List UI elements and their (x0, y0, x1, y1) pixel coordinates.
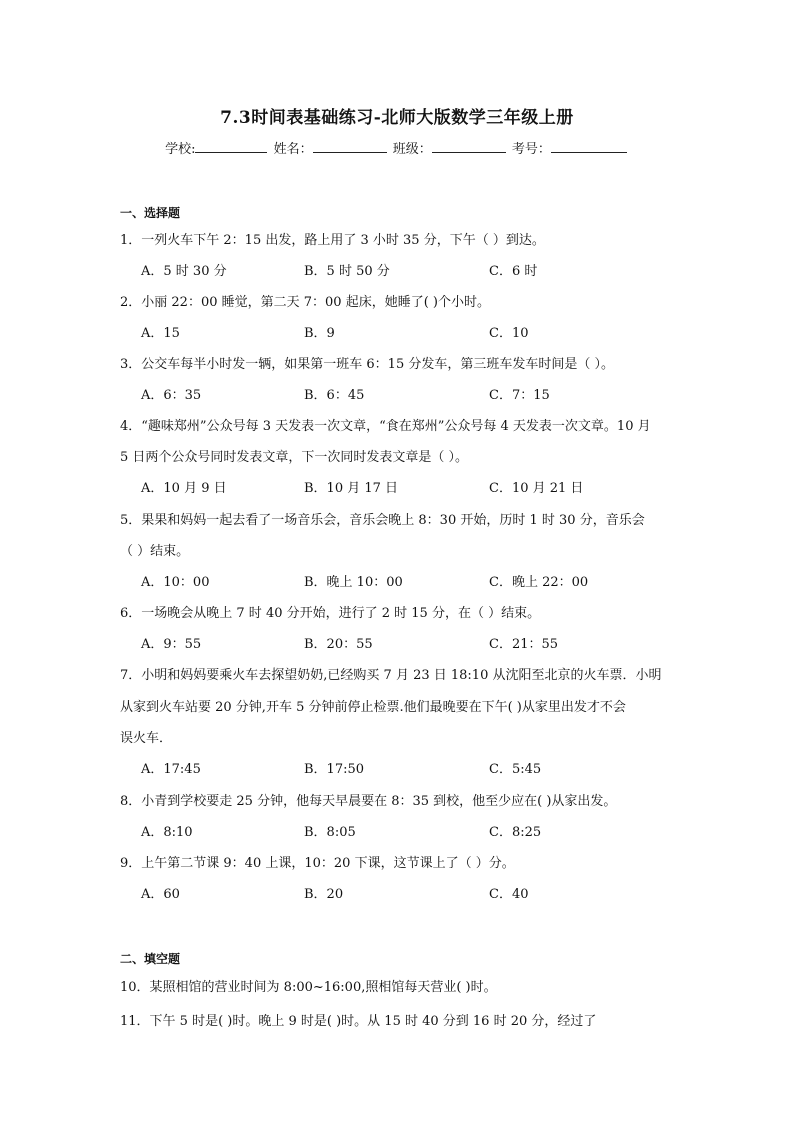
question-5-text-line-2: （ ）结束。 (120, 544, 190, 559)
question-6-text: 6．一场晚会从晚上 7 时 40 分开始，进行了 2 时 15 分，在（ ）结束。 (120, 606, 541, 621)
question-6-option-a: A．9：55 (141, 637, 202, 652)
question-5-option-c: C．晚上 22：00 (489, 575, 589, 590)
question-3-text: 3．公交车每半小时发一辆，如果第一班车 6：15 分发车，第三班车发车时间是（ ）。 (120, 357, 614, 372)
question-8-option-a: A．8:10 (141, 825, 193, 840)
section-heading-fill-blank: 二、填空题 (120, 952, 181, 966)
school-label: 学校: (165, 142, 196, 157)
question-1-option-a: A．5 时 30 分 (141, 264, 227, 279)
question-4-option-c: C．10 月 21 日 (489, 481, 584, 496)
question-11-text: 11．下午 5 时是( )时。晚上 9 时是( )时。从 15 时 40 分到 16 时 20 分，经过了 (120, 1014, 597, 1029)
question-4-option-b: B．10 月 17 日 (304, 481, 399, 496)
question-5-text-line-1: 5．果果和妈妈一起去看了一场音乐会，音乐会晚上 8：30 开始，历时 1 时 30 分，音乐会 (120, 513, 645, 528)
question-2-option-a: A．15 (141, 326, 180, 341)
question-10-text: 10．某照相馆的营业时间为 8:00~16:00,照相馆每天营业( )时。 (120, 980, 497, 995)
name-label: 姓名： (273, 142, 313, 157)
school-blank[interactable] (195, 139, 267, 153)
number-label: 考号： (511, 142, 551, 157)
question-7-option-c: C．5:45 (489, 762, 542, 777)
question-4-text-line-1: 4．“趣味郑州”公众号每 3 天发表一次文章，“食在郑州”公众号每 4 天发表一次文章。10 月 (120, 419, 651, 434)
question-8-option-c: C．8:25 (489, 825, 542, 840)
section-heading-choice: 一、选择题 (120, 206, 181, 220)
student-info-row (0, 138, 794, 157)
question-6-option-b: B．20：55 (304, 637, 373, 652)
question-3-option-a: A．6：35 (141, 388, 202, 403)
question-3-option-b: B．6：45 (304, 388, 365, 403)
question-8-text: 8．小青到学校要走 25 分钟，他每天早晨要在 8：35 到校，他至少应在( )从家出发。 (120, 794, 617, 809)
question-9-option-a: A．60 (141, 887, 180, 902)
question-4-option-a: A．10 月 9 日 (141, 481, 227, 496)
question-1-text: 1．一列火车下午 2：15 出发，路上用了 3 小时 35 分，下午（ ）到达。 (120, 233, 545, 248)
number-blank[interactable] (551, 139, 627, 153)
class-blank[interactable] (432, 139, 506, 153)
question-2-option-b: B．9 (304, 326, 335, 341)
question-9-text: 9．上午第二节课 9：40 上课，10：20 下课，这节课上了（ ）分。 (120, 856, 515, 871)
question-9-option-c: C．40 (489, 887, 529, 902)
question-5-option-a: A．10：00 (141, 575, 210, 590)
question-5-option-b: B．晚上 10：00 (304, 575, 403, 590)
class-label: 班级： (392, 142, 432, 157)
question-6-option-c: C．21：55 (489, 637, 559, 652)
question-1-option-b: B．5 时 50 分 (304, 264, 390, 279)
question-7-option-a: A．17:45 (141, 762, 201, 777)
question-7-text-line-1: 7．小明和妈妈要乘火车去探望奶奶,已经购买 7 月 23 日 18:10 从沈阳至北京的火车票．小明 (120, 668, 662, 683)
question-7-text-line-3: 误火车． (120, 731, 173, 746)
question-7-option-b: B．17:50 (304, 762, 365, 777)
question-4-text-line-2: 5 日两个公众号同时发表文章，下一次同时发表文章是（ ）。 (120, 450, 469, 465)
question-3-option-c: C．7：15 (489, 388, 550, 403)
question-2-option-c: C．10 (489, 326, 529, 341)
question-1-option-c: C．6 时 (489, 264, 538, 279)
question-2-text: 2．小丽 22：00 睡觉，第二天 7：00 起床，她睡了( )个小时。 (120, 295, 490, 310)
question-7-text-line-2: 从家到火车站要 20 分钟,开车 5 分钟前停止检票.他们最晚要在下午( )从家里出发才不会 (120, 700, 626, 715)
page-title: 7.3时间表基础练习-北师大版数学三年级上册 (220, 108, 574, 128)
question-8-option-b: B．8:05 (304, 825, 356, 840)
name-blank[interactable] (313, 139, 387, 153)
question-9-option-b: B．20 (304, 887, 344, 902)
